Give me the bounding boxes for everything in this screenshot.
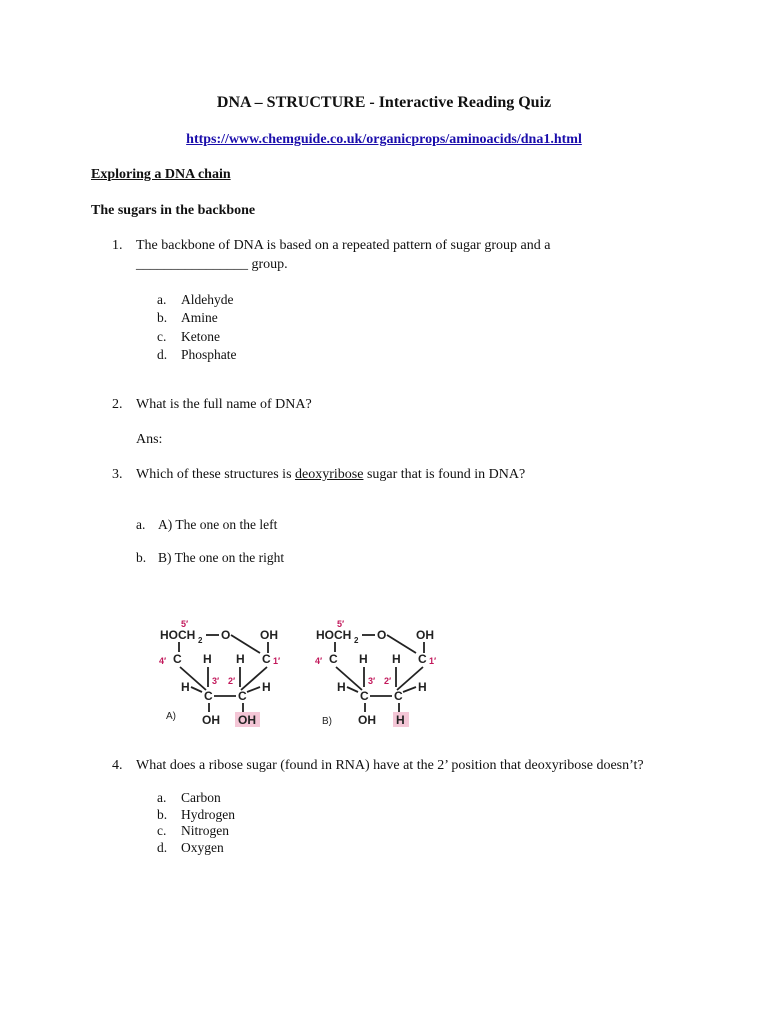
label-2prime: 2′ [384,676,392,686]
question-text-continued: ________________ group. [136,257,288,272]
atom-c4: C [329,652,338,666]
atom-c2: C [238,689,247,703]
option-right-structure: B) The one on the right [158,550,285,565]
question-number: 4. [112,758,123,773]
option-letter: b. [157,807,168,822]
option-letter: b. [157,310,168,325]
atom-c2: C [394,689,403,703]
label-1prime: 1′ [273,656,281,666]
option-left-structure: A) The one on the left [158,517,278,532]
atom-ring-oxygen: O [221,628,231,642]
structure-left [159,619,280,727]
atom-h-c2-highlighted: H [396,713,405,727]
structure-right [315,619,436,727]
source-link[interactable]: https://www.chemguide.co.uk/organicprops/aminoacids/dna1.html [186,132,582,147]
label-3prime: 3′ [212,676,220,686]
question-number: 1. [112,238,123,253]
atom-c1: C [418,652,427,666]
atom-h: H [203,652,212,666]
section-heading-sugars: The sugars in the backbone [91,203,256,218]
option-letter: c. [157,823,167,838]
atom-oh-c2-highlighted: OH [238,713,256,727]
option-nitrogen: Nitrogen [181,823,229,838]
option-letter: d. [157,347,168,362]
label-5prime: 5′ [181,619,189,629]
sugar-structures-figure [150,612,470,732]
label-2prime: 2′ [228,676,236,686]
atom-h: H [236,652,245,666]
page-title: DNA – STRUCTURE - Interactive Reading Quiz [216,94,552,111]
atom-oh-c3: OH [202,713,220,727]
question-text: What is the full name of DNA? [136,397,312,412]
option-letter: d. [157,840,168,855]
atom-c3: C [204,689,213,703]
option-amine: Amine [181,310,218,325]
atom-h: H [418,680,427,694]
atom-oh-c1: OH [260,628,278,642]
label-5prime: 5′ [337,619,345,629]
atom-hoch: HOCH [316,628,352,642]
atom-c4: C [173,652,182,666]
question-text [136,467,525,483]
atom-h: H [337,680,346,694]
question-number: 3. [112,467,123,482]
label-1prime: 1′ [429,656,437,666]
label-4prime: 4′ [159,656,167,666]
option-aldehyde: Aldehyde [181,292,234,307]
section-heading-exploring: Exploring a DNA chain [91,167,231,182]
atom-ring-oxygen: O [377,628,387,642]
atom-oh-c1: OH [416,628,434,642]
atom-c3: C [360,689,369,703]
option-phosphate: Phosphate [181,347,237,362]
question-text: The backbone of DNA is based on a repeated pattern of sugar group and a [136,238,551,253]
atom-h: H [181,680,190,694]
question-text: What does a ribose sugar (found in RNA) have at the 2’ position that deoxyribose doesn’t? [136,758,644,773]
option-letter: c. [157,329,167,344]
option-letter: b. [136,550,147,565]
atom-h: H [392,652,401,666]
answer-label: Ans: [136,432,163,447]
option-carbon: Carbon [181,790,221,805]
option-letter: a. [157,790,167,805]
question-number: 2. [112,397,123,412]
structure-tag-b: B) [322,716,332,727]
atom-c1: C [262,652,271,666]
atom-oh-c3: OH [358,713,376,727]
option-letter: a. [136,517,146,532]
subscript-2: 2 [354,636,359,645]
subscript-2: 2 [198,636,203,645]
option-hydrogen: Hydrogen [181,807,235,822]
option-letter: a. [157,292,167,307]
atom-h: H [262,680,271,694]
label-4prime: 4′ [315,656,323,666]
atom-h: H [359,652,368,666]
question-text-post: sugar that is found in DNA? [363,467,526,482]
option-oxygen: Oxygen [181,840,224,855]
emphasized-term: deoxyribose [295,467,364,482]
atom-hoch: HOCH [160,628,196,642]
structure-tag-a: A) [166,711,176,722]
option-ketone: Ketone [181,329,220,344]
question-text-pre: Which of these structures is [136,467,296,482]
label-3prime: 3′ [368,676,376,686]
